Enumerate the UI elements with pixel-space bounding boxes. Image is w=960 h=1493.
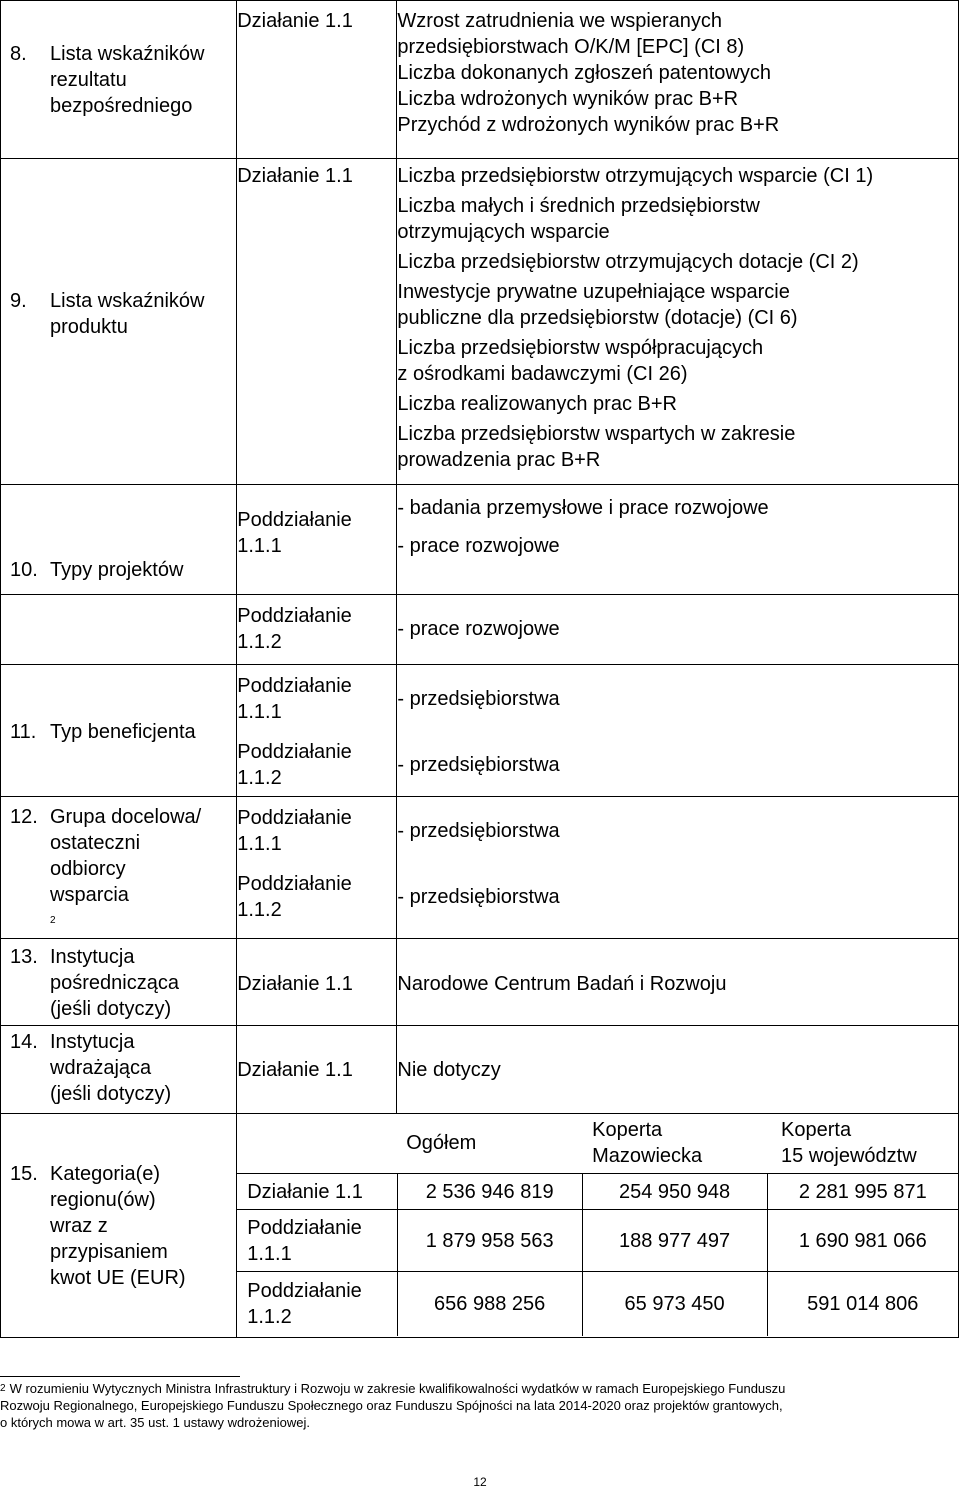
row-number: 11. [10, 721, 37, 743]
action-label: Poddziałanie [237, 605, 352, 627]
row-label-line: odbiorcy [50, 858, 126, 880]
action-label: Działanie 1.1 [247, 1180, 363, 1203]
action-label: 1.1.1 [237, 833, 282, 855]
row-12-items-cell [397, 797, 959, 939]
row-label-line: regionu(ów) [50, 1188, 156, 1211]
row-label-line: wsparcia [50, 884, 129, 906]
action-label: Poddziałanie [247, 1279, 362, 1302]
table-row-10b [1, 595, 959, 665]
row-label-line: (jeśli dotyczy) [50, 997, 172, 1020]
action-label: 1.1.2 [237, 767, 282, 789]
row-label-line: Kategoria(e) [50, 1162, 161, 1185]
amount-value: 2 281 995 871 [798, 1180, 927, 1203]
row-label-line: Instytucja [50, 1030, 135, 1053]
project-type-line: - prace rozwojowe [397, 535, 560, 557]
amounts-header-empty [237, 1114, 397, 1174]
row-number: 10. [10, 559, 38, 581]
row-label-line: Lista wskaźników [50, 290, 205, 312]
row-8-label-cell [1, 1, 237, 159]
target-group-line: - przedsiębiorstwa [397, 886, 560, 908]
page-number: 12 [473, 1475, 487, 1489]
target-group-line: - przedsiębiorstwa [397, 820, 560, 842]
indicator-line: Liczba przedsiębiorstw otrzymujących wsparcie (CI 1) [397, 165, 874, 187]
action-label: 1.1.1 [237, 701, 282, 723]
amount-value: 65 973 450 [624, 1292, 725, 1315]
header-label: Koperta [781, 1119, 852, 1142]
row-12-action-cell [237, 797, 397, 939]
eu-amounts-table [237, 1114, 958, 1336]
implementing-body: Nie dotyczy [397, 1058, 501, 1081]
footnote-line: Rozwoju Regionalnego, Europejskiego Funduszu Społecznego oraz Funduszu Spójności na lata 2014-2020 oraz projektów grantowych, [0, 1398, 783, 1413]
indicator-line: Liczba dokonanych zgłoszeń patentowych [397, 62, 771, 84]
row-label-line: Instytucja [50, 945, 135, 968]
row-8-items-cell [397, 1, 959, 159]
row-label-line: Typ beneficjenta [50, 721, 196, 743]
row-11-action-cell [237, 665, 397, 797]
indicator-line: prowadzenia prac B+R [397, 449, 601, 471]
row-label-line: pośrednicząca [50, 971, 179, 994]
amount-total [397, 1272, 582, 1336]
row-13-items-cell [397, 938, 959, 1025]
row-label-line: rezultatu [50, 69, 127, 91]
indicator-line: Przychód z wdrożonych wyników prac B+R [397, 114, 780, 136]
amount-value: 591 014 806 [807, 1292, 919, 1315]
beneficiary-line: - przedsiębiorstwa [397, 754, 560, 776]
row-14-label-cell [1, 1025, 237, 1113]
action-label: Poddziałanie [237, 741, 352, 763]
row-label-line: wraz z [50, 1214, 108, 1237]
action-label: 1.1.2 [247, 1305, 292, 1328]
footnote [0, 1380, 955, 1431]
table-row-8 [1, 1, 959, 159]
indicator-line: publiczne dla przedsiębiorstw (dotacje) (CI 6) [397, 307, 798, 329]
amounts-header-mazowiecka [582, 1114, 767, 1174]
action-label: 1.1.1 [237, 535, 282, 557]
footnote-line: o których mowa w art. 35 ust. 1 ustawy wdrożeniowej. [0, 1415, 310, 1430]
amounts-row [237, 1272, 958, 1336]
row-label-line: kwot UE (EUR) [50, 1266, 186, 1289]
amount-15-wojewodztw [767, 1272, 958, 1336]
row-10-items-cell [397, 485, 959, 595]
row-12-label-cell [1, 797, 237, 939]
table-row-14 [1, 1025, 959, 1113]
row-10-label-cell [1, 485, 237, 595]
indicator-line: Liczba przedsiębiorstw wspartych w zakresie [397, 423, 796, 445]
indicator-line: Liczba małych i średnich przedsiębiorstw [397, 195, 760, 217]
amount-value: 1 879 958 563 [425, 1229, 554, 1252]
row-number: 13. [10, 945, 38, 968]
amounts-row-label [237, 1210, 397, 1272]
table-row-11 [1, 665, 959, 797]
action-label: Poddziałanie [237, 675, 352, 697]
row-13-action-cell [237, 938, 397, 1025]
indicator-line: Liczba przedsiębiorstw otrzymujących dotacje (CI 2) [397, 251, 859, 273]
action-label: Działanie 1.1 [237, 972, 353, 995]
indicator-line: z ośrodkami badawczymi (CI 26) [397, 363, 688, 385]
amount-total [397, 1174, 582, 1210]
action-label: 1.1.2 [237, 631, 282, 653]
row-label-line: produktu [50, 316, 128, 338]
indicator-line: Liczba wdrożonych wyników prac B+R [397, 88, 739, 110]
action-label: Działanie 1.1 [237, 165, 353, 187]
amounts-header-total [397, 1114, 582, 1174]
amount-mazowiecka [582, 1272, 767, 1336]
row-10-action-cell-2 [237, 595, 397, 665]
amount-value: 188 977 497 [618, 1229, 731, 1252]
row-label-line: bezpośredniego [50, 95, 193, 117]
footnote-mark: 2 [0, 1383, 6, 1394]
row-9-action-cell [237, 159, 397, 485]
amount-mazowiecka [582, 1174, 767, 1210]
row-9-items-cell [397, 159, 959, 485]
header-label: Koperta [592, 1119, 663, 1142]
action-label: Poddziałanie [247, 1216, 362, 1239]
row-8-action-cell [237, 1, 397, 159]
indicator-line: Inwestycje prywatne uzupełniające wsparcie [397, 281, 790, 303]
footnote-reference: 2 [50, 915, 56, 926]
action-label: Działanie 1.1 [237, 1058, 353, 1081]
row-10-items-cell-2 [397, 595, 959, 665]
indicator-line: Liczba realizowanych prac B+R [397, 393, 677, 415]
amount-mazowiecka [582, 1210, 767, 1272]
table-row-10 [1, 485, 959, 595]
action-label: Działanie 1.1 [237, 10, 353, 32]
action-label: Poddziałanie [237, 873, 352, 895]
amounts-header-row [237, 1114, 958, 1174]
action-label: Poddziałanie [237, 509, 352, 531]
amount-value: 1 690 981 066 [798, 1229, 927, 1252]
intermediate-body: Narodowe Centrum Badań i Rozwoju [397, 972, 727, 995]
row-label-line: ostateczni [50, 832, 141, 854]
indicator-line: przedsiębiorstwach O/K/M [EPC] (CI 8) [397, 36, 745, 58]
row-10-action-cell [237, 485, 397, 595]
row-15-label-cell [1, 1113, 237, 1337]
row-13-label-cell [1, 938, 237, 1025]
indicator-line: Wzrost zatrudnienia we wspieranych [397, 10, 722, 32]
footnote-separator [0, 1376, 240, 1377]
indicator-line: Liczba przedsiębiorstw współpracujących [397, 337, 764, 359]
row-number: 8. [10, 43, 27, 65]
project-type-line: - prace rozwojowe [397, 618, 560, 640]
row-number: 9. [10, 290, 27, 312]
row-15-amounts-cell [237, 1113, 959, 1337]
action-label: 1.1.1 [247, 1242, 292, 1265]
row-label-line: Lista wskaźników [50, 43, 205, 65]
amount-15-wojewodztw [767, 1174, 958, 1210]
amount-15-wojewodztw [767, 1210, 958, 1272]
row-label-line: (jeśli dotyczy) [50, 1082, 172, 1105]
row-9-label-cell [1, 159, 237, 485]
indicator-line: otrzymujących wsparcie [397, 221, 610, 243]
table-row-9 [1, 159, 959, 485]
amounts-row-label [237, 1174, 397, 1210]
row-label-line: Typy projektów [50, 559, 184, 581]
row-11-label-cell [1, 665, 237, 797]
project-type-line: - badania przemysłowe i prace rozwojowe [397, 497, 769, 519]
row-number: 15. [10, 1162, 38, 1185]
header-label: Mazowiecka [592, 1145, 703, 1168]
row-11-items-cell [397, 665, 959, 797]
row-label-line: Grupa docelowa/ [50, 806, 202, 828]
row-number: 12. [10, 806, 38, 828]
row-10-label-cell-cont [1, 595, 237, 665]
amounts-row [237, 1174, 958, 1210]
amounts-row-label [237, 1272, 397, 1336]
header-label: Ogółem [406, 1132, 477, 1155]
footnote-line: W rozumieniu Wytycznych Ministra Infrastruktury i Rozwoju w zakresie kwalifikowalności wydatków w ramach Europejskiego Funduszu [9, 1381, 786, 1396]
table-row-12 [1, 797, 959, 939]
action-label: 1.1.2 [237, 899, 282, 921]
amount-total [397, 1210, 582, 1272]
amount-value: 656 988 256 [434, 1292, 546, 1315]
row-number: 14. [10, 1030, 38, 1053]
beneficiary-line: - przedsiębiorstwa [397, 688, 560, 710]
table-row-15 [1, 1113, 959, 1337]
action-label: Poddziałanie [237, 807, 352, 829]
amount-value: 2 536 946 819 [425, 1180, 554, 1203]
amounts-row [237, 1210, 958, 1272]
table-row-13 [1, 938, 959, 1025]
row-label-line: przypisaniem [50, 1240, 168, 1263]
row-14-action-cell [237, 1025, 397, 1113]
amount-value: 254 950 948 [618, 1180, 731, 1203]
amounts-header-15-wojewodztw [767, 1114, 958, 1174]
row-label-line: wdrażająca [50, 1056, 152, 1079]
row-14-items-cell [397, 1025, 959, 1113]
header-label: 15 województw [781, 1145, 917, 1168]
